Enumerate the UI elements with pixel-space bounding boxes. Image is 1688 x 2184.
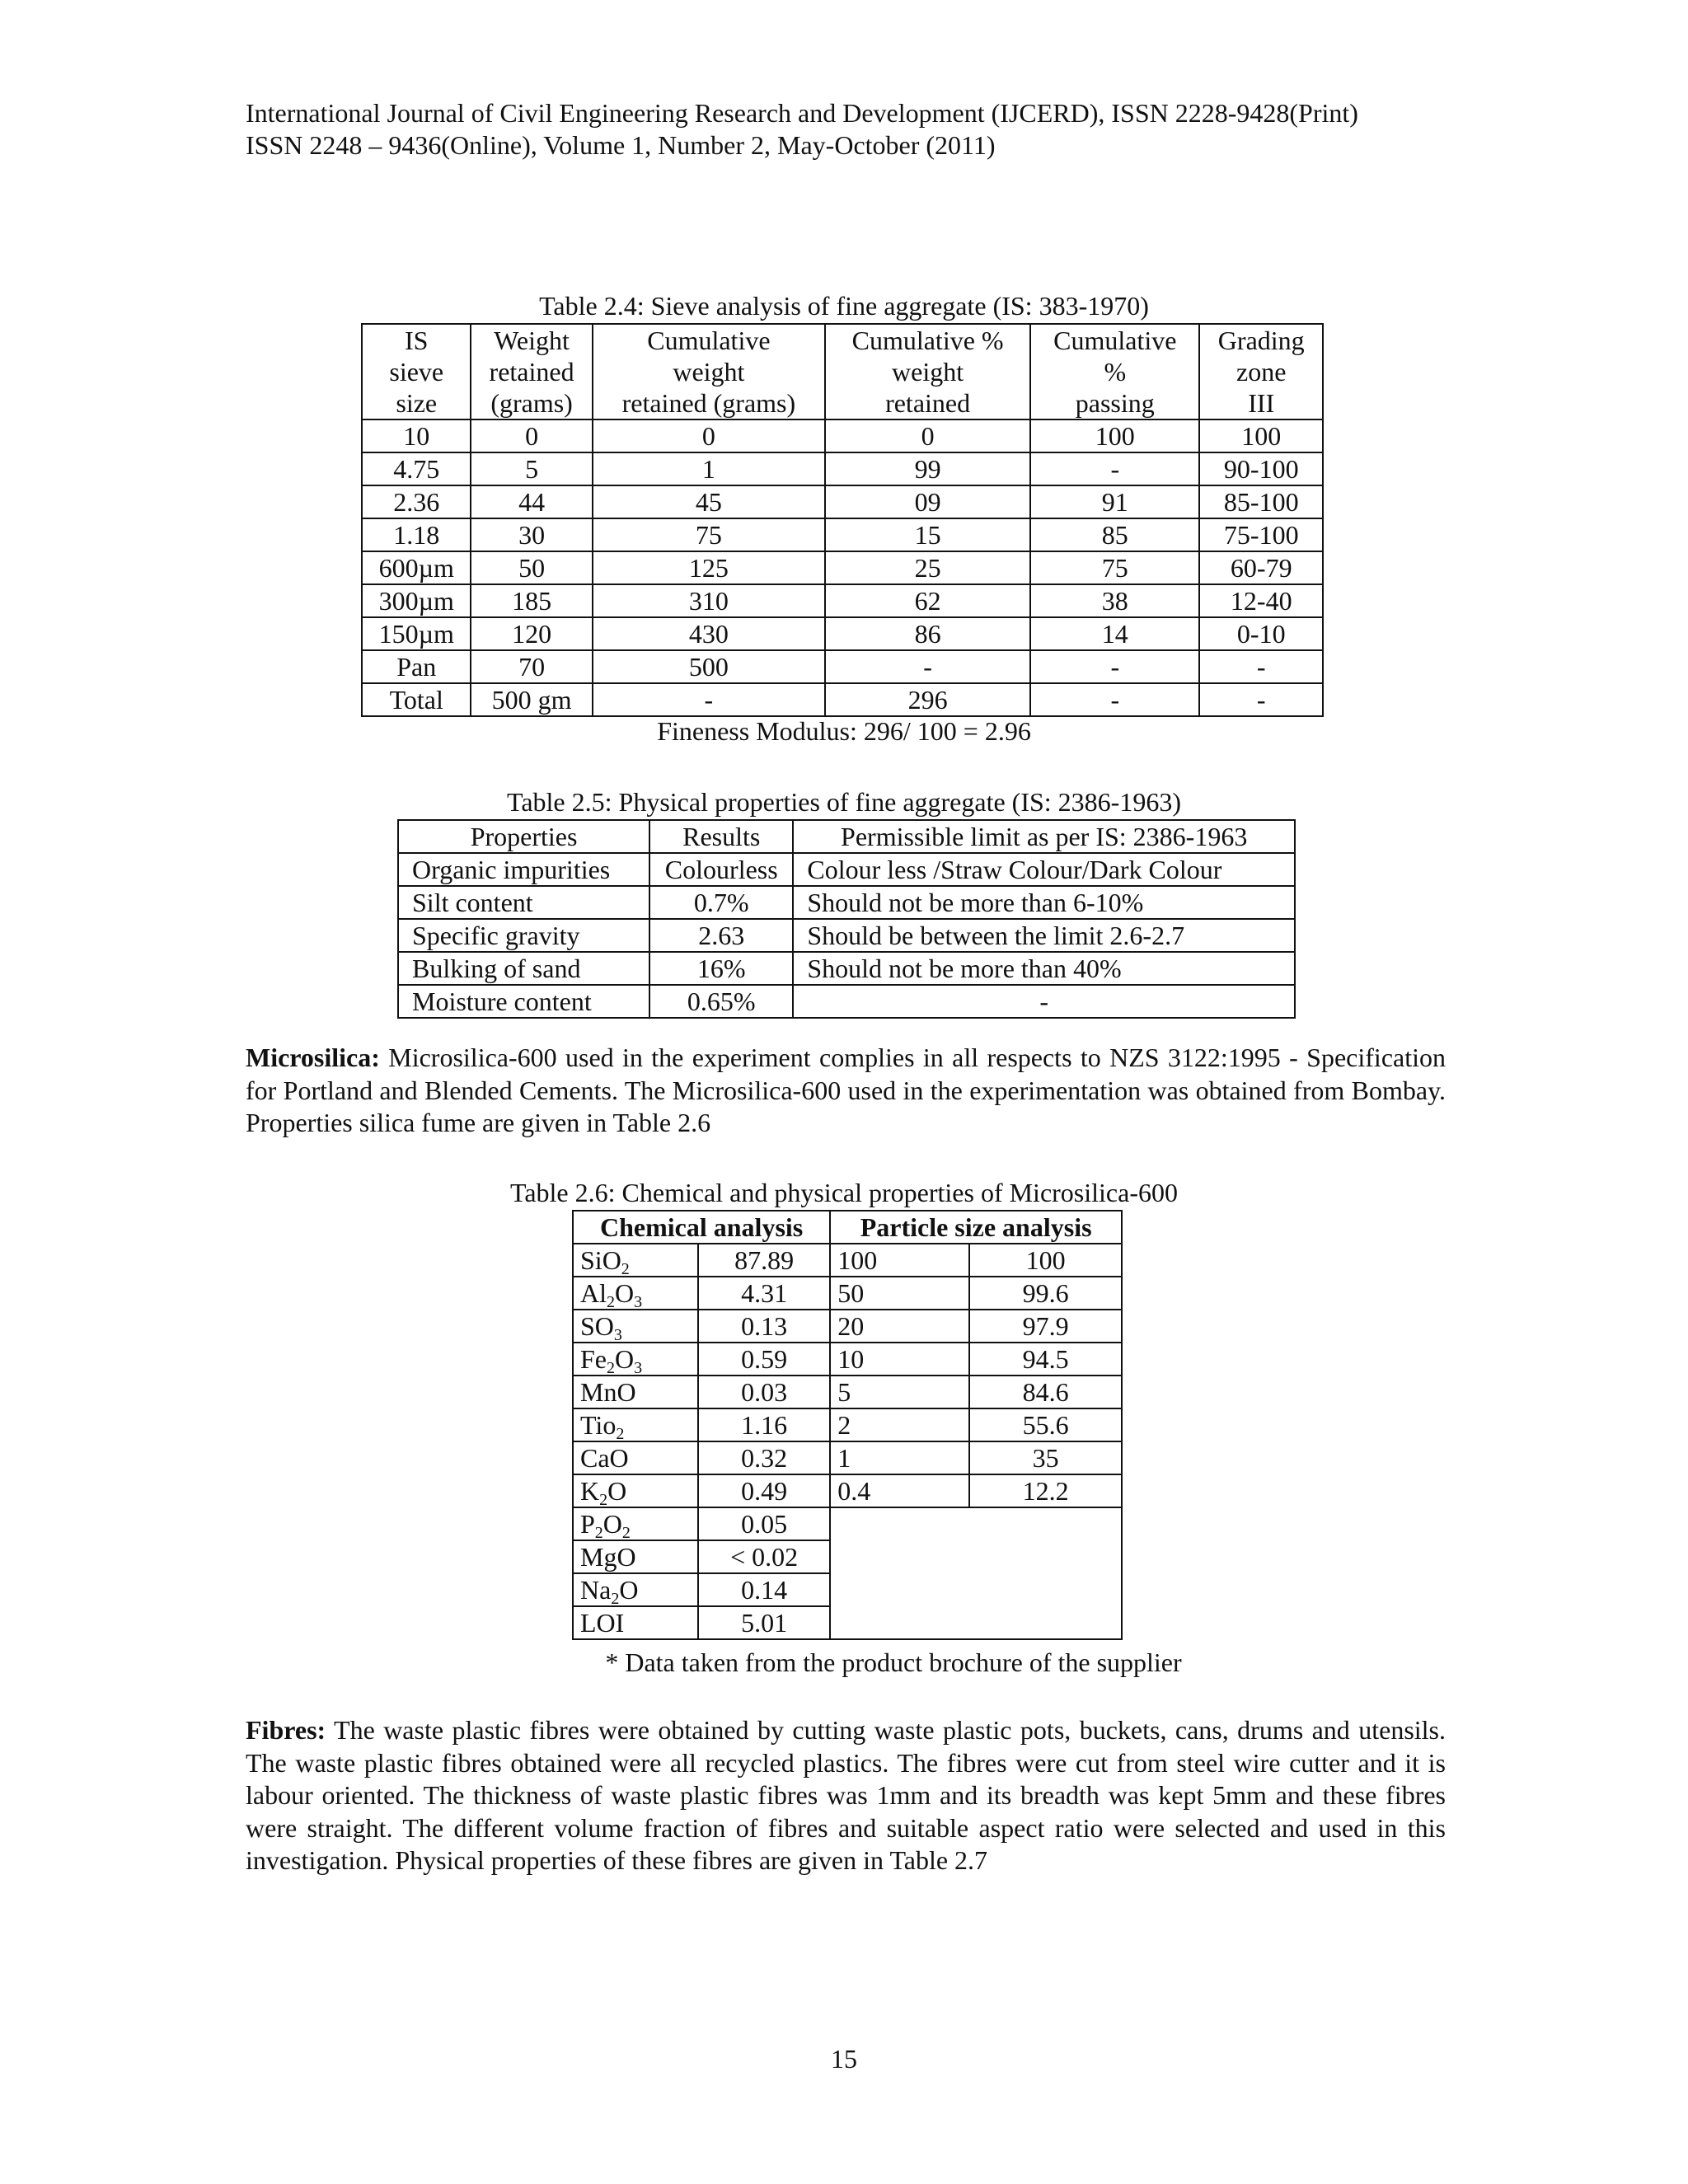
table-cell: 0 [471, 419, 592, 452]
table-cell: 0 [825, 419, 1030, 452]
table-cell: 430 [593, 617, 825, 650]
table-row [573, 1310, 1122, 1343]
table-body [362, 419, 1323, 716]
table-cell: 296 [825, 683, 1030, 716]
table-cell: 75 [1030, 551, 1199, 584]
table-cell: - [1030, 452, 1199, 485]
table-row [362, 452, 1323, 485]
table-2-6-note: * Data taken from the product brochure of the supplier [605, 1647, 1182, 1677]
formula-rest: O [615, 1278, 635, 1308]
formula-subscript: 2 [621, 1260, 630, 1278]
column-header [471, 324, 592, 419]
formula-base: SO [580, 1311, 614, 1341]
table-2-4 [361, 323, 1324, 717]
table-cell: Moisture content [398, 985, 649, 1018]
formula-base: P [580, 1509, 595, 1539]
chemical-formula-cell [573, 1310, 698, 1343]
table-cell: 185 [471, 584, 592, 617]
particle-percent-cell: 99.6 [969, 1277, 1122, 1310]
table-cell: Colour less /Straw Colour/Dark Colour [793, 853, 1295, 886]
table-row [362, 485, 1323, 518]
table-cell: - [825, 650, 1030, 683]
table-row [398, 853, 1295, 886]
table-cell: Silt content [398, 886, 649, 919]
table-row [573, 1507, 1122, 1540]
chemical-formula-cell [573, 1343, 698, 1376]
column-header [825, 324, 1030, 419]
chemical-formula-cell [573, 1441, 698, 1474]
page-number: 15 [831, 2044, 857, 2074]
table-cell: 4.75 [362, 452, 471, 485]
chemical-value-cell: 0.59 [698, 1343, 830, 1376]
table-body [573, 1244, 1122, 1639]
column-header-line: retained (grams) [621, 388, 796, 418]
formula-base: K [580, 1476, 600, 1506]
table-cell: 25 [825, 551, 1030, 584]
particle-percent-cell: 55.6 [969, 1408, 1122, 1441]
table-cell: 62 [825, 584, 1030, 617]
formula-base: SiO [580, 1245, 621, 1275]
chemical-formula-cell [573, 1376, 698, 1408]
particle-size-cell: 10 [830, 1343, 969, 1376]
table-row [573, 1343, 1122, 1376]
table-cell: 16% [649, 952, 793, 985]
particle-size-cell: 50 [830, 1277, 969, 1310]
formula-base: CaO [580, 1443, 629, 1473]
chemical-formula-cell [573, 1540, 698, 1573]
table-cell: 75 [593, 518, 825, 551]
table-cell: 60-79 [1199, 551, 1323, 584]
column-header-line: weight [673, 357, 745, 387]
column-header [593, 324, 825, 419]
formula-rest: O [619, 1575, 639, 1605]
table-cell: 1 [593, 452, 825, 485]
table-2-6-caption: Table 2.6: Chemical and physical properties of Microsilica-600 [510, 1178, 1178, 1207]
journal-header-line-1: International Journal of Civil Engineering Research and Development (IJCERD), ISSN 2228-9428(Print) [246, 98, 1358, 128]
table-row [362, 584, 1323, 617]
formula-base: LOI [580, 1608, 625, 1638]
table-cell: 125 [593, 551, 825, 584]
table-cell: 90-100 [1199, 452, 1323, 485]
column-header-line: % [1104, 357, 1127, 387]
chemical-formula-cell [573, 1277, 698, 1310]
column-header-line: Grading [1217, 326, 1305, 355]
table-cell: 85 [1030, 518, 1199, 551]
table-cell: 2.63 [649, 919, 793, 952]
chemical-value-cell: 87.89 [698, 1244, 830, 1277]
table-cell: - [1199, 650, 1323, 683]
formula-base: MnO [580, 1377, 636, 1407]
table-row [398, 886, 1295, 919]
formula-base: Al [580, 1278, 607, 1308]
chemical-formula-cell [573, 1244, 698, 1277]
table-2-6 [572, 1210, 1123, 1640]
particle-percent-cell: 12.2 [969, 1474, 1122, 1507]
column-header-line: zone [1236, 357, 1287, 387]
chemical-formula-cell [573, 1606, 698, 1639]
chemical-value-cell: 0.49 [698, 1474, 830, 1507]
chemical-value-cell: 0.05 [698, 1507, 830, 1540]
table-cell: 10 [362, 419, 471, 452]
fibres-paragraph [246, 1714, 1446, 1877]
table-cell: - [1030, 683, 1199, 716]
formula-rest: O [603, 1509, 622, 1539]
table-cell: 100 [1030, 419, 1199, 452]
table-cell: 45 [593, 485, 825, 518]
journal-header [246, 97, 1358, 162]
table-row [362, 683, 1323, 716]
table-cell: 0-10 [1199, 617, 1323, 650]
table-cell: Pan [362, 650, 471, 683]
table-2-5-caption: Table 2.5: Physical properties of fine aggregate (IS: 2386-1963) [507, 787, 1181, 817]
table-cell: 500 gm [471, 683, 592, 716]
column-header: Properties [398, 820, 649, 853]
column-header [1030, 324, 1199, 419]
table-cell: 09 [825, 485, 1030, 518]
table-cell: - [593, 683, 825, 716]
table-cell: 91 [1030, 485, 1199, 518]
table-cell: 30 [471, 518, 592, 551]
table-cell: Total [362, 683, 471, 716]
table-cell: 300µm [362, 584, 471, 617]
column-header [362, 324, 471, 419]
column-header-line: sieve [389, 357, 444, 387]
formula-subscript: 2 [621, 1524, 631, 1542]
microsilica-paragraph [246, 1042, 1446, 1140]
column-header-line: retained [489, 357, 574, 387]
table-row [362, 551, 1323, 584]
table-cell: 0.7% [649, 886, 793, 919]
particle-percent-cell: 97.9 [969, 1310, 1122, 1343]
particle-percent-cell: 94.5 [969, 1343, 1122, 1376]
chemical-value-cell: 0.03 [698, 1376, 830, 1408]
particle-size-cell: 100 [830, 1244, 969, 1277]
table-cell: 2.36 [362, 485, 471, 518]
table-cell: Specific gravity [398, 919, 649, 952]
empty-cell [830, 1507, 1122, 1639]
formula-subscript: 3 [634, 1359, 643, 1377]
table-cell: 70 [471, 650, 592, 683]
particle-size-cell: 20 [830, 1310, 969, 1343]
column-header: Permissible limit as per IS: 2386-1963 [793, 820, 1295, 853]
chemical-formula-cell [573, 1408, 698, 1441]
table-row [362, 617, 1323, 650]
formula-base: Na [580, 1575, 612, 1605]
formula-rest: O [615, 1344, 635, 1374]
table-cell: 14 [1030, 617, 1199, 650]
table-row [362, 419, 1323, 452]
table-header-row [362, 324, 1323, 419]
column-header-line: Cumulative [647, 326, 771, 355]
table-cell: 0 [593, 419, 825, 452]
formula-subscript: 2 [616, 1425, 625, 1443]
table-cell: 150µm [362, 617, 471, 650]
table-cell: 12-40 [1199, 584, 1323, 617]
particle-size-cell: 1 [830, 1441, 969, 1474]
table-row [573, 1277, 1122, 1310]
chemical-value-cell: 4.31 [698, 1277, 830, 1310]
column-header-line: passing [1075, 388, 1155, 418]
table-cell: Should not be more than 6-10% [793, 886, 1295, 919]
column-header-line: IS [405, 326, 429, 355]
fibres-text: The waste plastic fibres were obtained by cutting waste plastic pots, buckets, cans, drums and utensils. The waste plastic fibres obtained were all recycled plastics. The fibres were cut from steel wire cutter and it is labour oriented. The thickness of waste plastic fibres was 1mm and its breadth was kept 5mm and these fibres were straight. The different volume fraction of fibres and suitable aspect ratio were selected and used in this investigation. Physical properties of these fibres are given in Table 2.7 [246, 1715, 1446, 1875]
table-row [573, 1474, 1122, 1507]
table-cell: 1.18 [362, 518, 471, 551]
chemical-formula-cell [573, 1474, 698, 1507]
table-cell: 310 [593, 584, 825, 617]
table-cell: 75-100 [1199, 518, 1323, 551]
column-header-line: size [396, 388, 438, 418]
table-cell: Bulking of sand [398, 952, 649, 985]
column-header [1199, 324, 1323, 419]
column-header-line: Weight [494, 326, 570, 355]
chemical-value-cell: 1.16 [698, 1408, 830, 1441]
chemical-formula-cell [573, 1573, 698, 1606]
table-cell: 44 [471, 485, 592, 518]
fineness-modulus-note: Fineness Modulus: 296/ 100 = 2.96 [657, 716, 1031, 746]
table-header-row [398, 820, 1295, 853]
column-header-line: Cumulative [1053, 326, 1177, 355]
table-cell: Should be between the limit 2.6-2.7 [793, 919, 1295, 952]
chemical-formula-cell [573, 1507, 698, 1540]
formula-subscript: 3 [613, 1326, 622, 1344]
table-cell: - [793, 985, 1295, 1018]
table-cell: 600µm [362, 551, 471, 584]
table-row [573, 1244, 1122, 1277]
table-cell: 0.65% [649, 985, 793, 1018]
chemical-value-cell: < 0.02 [698, 1540, 830, 1573]
journal-header-line-2: ISSN 2248 – 9436(Online), Volume 1, Number 2, May-October (2011) [246, 130, 996, 160]
table-cell: Colourless [649, 853, 793, 886]
table-row [573, 1441, 1122, 1474]
particle-percent-cell: 35 [969, 1441, 1122, 1474]
chemical-value-cell: 0.32 [698, 1441, 830, 1474]
formula-base: MgO [580, 1542, 636, 1572]
table-row [573, 1408, 1122, 1441]
table-row [398, 919, 1295, 952]
table-cell: - [1199, 683, 1323, 716]
particle-size-cell: 5 [830, 1376, 969, 1408]
particle-size-cell: 0.4 [830, 1474, 969, 1507]
table-row [398, 985, 1295, 1018]
formula-base: Fe [580, 1344, 607, 1374]
table-row [398, 952, 1295, 985]
table-cell: 15 [825, 518, 1030, 551]
column-header-line: Cumulative % [851, 326, 1004, 355]
table-row [362, 650, 1323, 683]
table-cell: Organic impurities [398, 853, 649, 886]
table-cell: 38 [1030, 584, 1199, 617]
column-header-line: III [1248, 388, 1275, 418]
table-cell: 120 [471, 617, 592, 650]
table-cell: 50 [471, 551, 592, 584]
formula-subscript: 2 [607, 1359, 615, 1377]
formula-subscript: 2 [611, 1590, 620, 1608]
particle-percent-cell: 84.6 [969, 1376, 1122, 1408]
column-header-line: weight [892, 357, 964, 387]
column-header-line: retained [885, 388, 971, 418]
table-row [362, 518, 1323, 551]
formula-subscript: 3 [634, 1293, 643, 1311]
formula-subscript: 2 [594, 1524, 603, 1542]
formula-base: Tio [580, 1410, 617, 1440]
column-header: Results [649, 820, 793, 853]
table-cell: 99 [825, 452, 1030, 485]
formula-subscript: 2 [607, 1293, 615, 1311]
table-2-5 [397, 819, 1296, 1019]
chemical-value-cell: 5.01 [698, 1606, 830, 1639]
table-header-row [573, 1211, 1122, 1244]
table-2-4-caption: Table 2.4: Sieve analysis of fine aggregate (IS: 383-1970) [539, 291, 1149, 321]
microsilica-heading: Microsilica: [246, 1043, 380, 1072]
table-body [398, 853, 1295, 1018]
formula-rest: O [607, 1476, 627, 1506]
table-cell: 86 [825, 617, 1030, 650]
formula-subscript: 2 [599, 1491, 608, 1509]
table-cell: Should not be more than 40% [793, 952, 1295, 985]
table-cell: 500 [593, 650, 825, 683]
column-header-line: (grams) [490, 388, 573, 418]
particle-size-header: Particle size analysis [830, 1211, 1122, 1244]
table-cell: 85-100 [1199, 485, 1323, 518]
fibres-heading: Fibres: [246, 1715, 326, 1745]
particle-percent-cell: 100 [969, 1244, 1122, 1277]
table-cell: 100 [1199, 419, 1323, 452]
table-cell: - [1030, 650, 1199, 683]
particle-size-cell: 2 [830, 1408, 969, 1441]
chemical-value-cell: 0.14 [698, 1573, 830, 1606]
chemical-analysis-header: Chemical analysis [573, 1211, 830, 1244]
microsilica-text: Microsilica-600 used in the experiment complies in all respects to NZS 3122:1995 - Specification for Portland and Blended Cements. The Microsilica-600 used in the experimentation was obtained from Bombay. Properties silica fume are given in Table 2.6 [246, 1043, 1446, 1137]
table-cell: 5 [471, 452, 592, 485]
chemical-value-cell: 0.13 [698, 1310, 830, 1343]
table-row [573, 1376, 1122, 1408]
